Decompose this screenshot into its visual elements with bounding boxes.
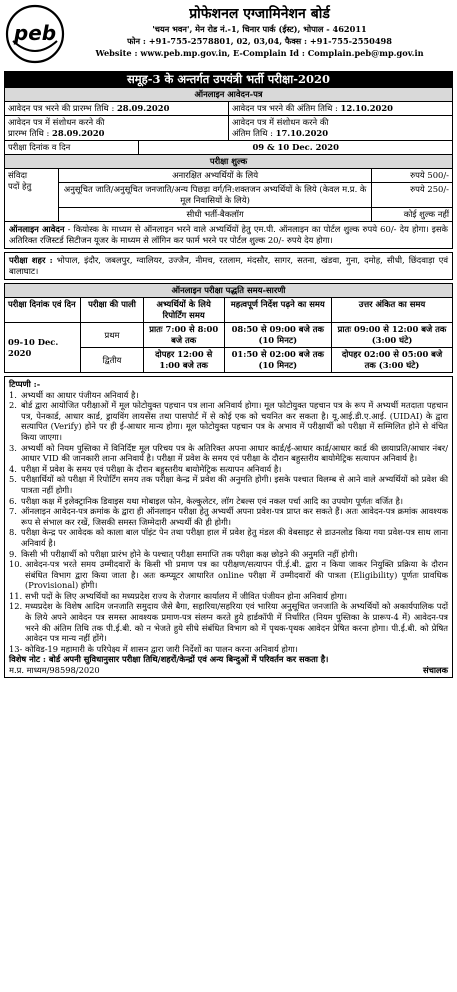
note-item: [9, 644, 448, 655]
note-item: [9, 506, 448, 527]
notes-section: [4, 376, 453, 678]
schedule-date: 09-10 Dec. 2020: [5, 323, 81, 373]
header: [4, 3, 453, 69]
shift-1-instructions: 08:50 से 09:00 बजे तक (10 मिनट): [224, 323, 332, 348]
application-last: आवेदन पत्र भरने की अंतिम तिथि : 12.10.2020: [229, 102, 453, 116]
shift-2-reporting: दोपहर 12:00 से 1:00 बजे तक: [143, 348, 224, 373]
note-number: 7.: [9, 506, 17, 517]
col-exam-date: परीक्षा दिनांक एवं दिन: [5, 298, 81, 323]
note-item: [9, 464, 448, 475]
shift-2: द्वितीय: [81, 348, 144, 373]
org-name: प्रोफेशनल एग्जामिनेशन बोर्ड: [189, 6, 330, 22]
note-number: 9.: [9, 548, 17, 559]
notice-page: [4, 3, 453, 678]
note-text: अभ्यर्थी को नियम पुस्तिका में विनिर्दिष्ट मूल परिचय पत्र के अतिरिक्त अपना आधार कार्ड/ई-आधार कार्ड/आधार कार्ड की छायाप्रति/आधार नंबर/आधार VID की जानकारी लाना अनिवार्य है। परीक्षा में प्रवेश के समय एवं परीक्षा के दौरान बहुस्तरीय बायोमेट्रिक सत्यापन अनिवार्य है।: [21, 442, 448, 464]
note-item: [9, 400, 448, 442]
special-note: विशेष नोट : बोर्ड अपनी सुविधानुसार परीक्षा तिथि/शहरों/केन्द्रों एवं अन्य बिन्दुओं में परिवर्तन कर सकता है।: [9, 654, 329, 665]
col-reporting: अभ्यर्थियों के लिये रिपोर्टिंग समय: [143, 298, 224, 323]
online-portal-note: ऑनलाइन आवेदन - कियोस्क के माध्यम से ऑनलाइन भरने वाले अभ्यर्थियों हेतु एम.पी. ऑनलाइन का पोर्टल शुल्क रुपये 60/- देय होगा। इसके अतिरिक्त रजिस्टर्ड सिटीजन यूजर के माध्यम से लॉगिन कर फार्म भरने पर पोर्टल शुल्क 20/- रुपये देय होगा।: [4, 222, 453, 249]
note-text: कोविड-19 महामारी के परिपेक्ष्य में शासन द्वारा जारी निर्देशों का पालन करना अनिवार्य होगा।: [25, 643, 298, 654]
fee-side-label: संविदा पदों हेतु: [5, 169, 59, 208]
note-text: सभी पदों के लिए अभ्यर्थियों का मध्यप्रदेश राज्य के रोजगार कार्यालय में जीवित पंजीयन होना अनिवार्य होगा।: [25, 590, 347, 601]
fee-amount-reserved: रुपये 250/-: [372, 183, 453, 208]
note-text: परीक्षा कक्ष में इलेक्ट्रानिक डिवाइस यथा मोबाइल फोन, केल्कुलेटर, लॉग टेबल्स एवं नकल पर्चा आदि का उपयोग पूर्णतः वर्जित है।: [21, 495, 404, 506]
note-number: 11.: [9, 590, 23, 601]
note-number: 10.: [9, 559, 23, 570]
footer-signatory: संचालक: [422, 665, 448, 676]
note-number: 6.: [9, 495, 17, 506]
application-start: आवेदन पत्र भरने की प्रारम्भ तिथि : 28.09.2020: [5, 102, 229, 116]
fee-row-reserved: अनुसूचित जाति/अनुसूचित जनजाति/अन्य पिछड़ा वर्ग/नि:शक्तजन अभ्यर्थियों के लिये (केवल म.प्र. के मूल निवासियों के लिये): [58, 183, 372, 208]
note-number: 1.: [9, 389, 17, 400]
exam-date-label: परीक्षा दिनांक व दिन: [5, 141, 139, 155]
note-text: अभ्यर्थी का आधार पंजीयन अनिवार्य है।: [21, 389, 139, 400]
note-text: बोर्ड द्वारा आयोजित परीक्षाओं में मूल फोटोयुक्त पहचान पत्र लाना अनिवार्य होगा। मूल फोटोयुक्त पहचान पत्र के रूप में अभ्यर्थी मतदाता पहचान पत्र, पेनकार्ड, आधार कार्ड, ड्रायविंग लायसेंस तथा पासपोर्ट में से कोई एक को चयनित कर सकता है। यू.आई.डी.ए.आई. (UIDAI) के द्वारा सत्यापित (Verify) होने पर ही ई-आधार मान्य होगा। मूल फोटोयुक्त पहचान पत्र के अभाव में परीक्षार्थी को परीक्षा में सम्मिलित होने से वंचित किया जाएगा।: [21, 400, 448, 442]
note-number: 8.: [9, 527, 17, 538]
org-phone: फोन : +91-755-2578801, 02, 03,04, फैक्स : +91-755-2550498: [127, 36, 392, 46]
note-text: परीक्षा में प्रवेश के समय एवं परीक्षा के दौरान बहुस्तरीय बायोमेट्रिक सत्यापन अनिवार्य है।: [21, 463, 282, 474]
note-text: ऑनलाइन आवेदन-पत्र क्रमांक के द्वारा ही ऑनलाइन परीक्षा हेतु अभ्यर्थी अपना प्रवेश-पत्र प्राप्त कर सकते हैं। अतः आवेदन-पत्र क्रमांक आवश्यक रूप से संभाल कर रखें, जिसकी समस्त जिम्मेदारी अभ्यर्थी की ही होगी।: [21, 506, 448, 527]
logo-text: peb: [13, 21, 57, 45]
note-item: [9, 549, 448, 560]
note-item: [9, 527, 448, 548]
note-text: मध्यप्रदेश के विशेष आदिम जनजाति समुदाय जैसे बैगा, सहारिया/सहरिया एवं भारिया अनुसूचित जनजाति के अभ्यर्थियों को अकार्यपालिक पदों के लिये अपने आवेदन पत्र समस्त आवश्यक प्रमाण-पत्र संलग्न करते हुये हार्डकॉपी में निर्धारित (नियम पुस्तिका के प्रारूप-4 में) आवेदन-पत्र भरने की अंतिम तिथि तक पी.ई.बी. को न भेजते हुये सीधे संबंधित विभाग को में पृथक-पृथक आवेदन प्रेषित करना होगा। पी.ई.बी. को प्रेषित आवेदन पत्र मान्य नहीं होंगे।: [25, 601, 448, 644]
notes-list: [9, 390, 448, 655]
note-item: [9, 559, 448, 591]
note-text: परीक्षा केन्द्र पर आवेदक को काला बाल पॉइंट पेन तथा परीक्षा हाल में प्रवेश हेतु मंडल की वेबसाइट से डाउनलोड किया गया प्रवेश-पत्र साथ लाना अनिवार्य है।: [21, 527, 448, 548]
peb-logo: [4, 3, 66, 65]
schedule-heading: ऑनलाइन परीक्षा पद्धति समय-सारणी: [5, 284, 453, 298]
note-text: परीक्षार्थियों को परीक्षा में रिपोर्टिंग समय तक परीक्षा केन्द्र में प्रवेश की अनुमति होगी। इसके पश्चात विलम्ब से आने वाले अभ्यर्थियों को प्रवेश की पात्रता नहीं होगी।: [21, 474, 448, 495]
fee-amount-unreserved: रुपये 500/-: [372, 169, 453, 183]
peb-logo-icon: [4, 3, 66, 65]
note-number: 12.: [9, 601, 23, 612]
note-number: 13-: [9, 643, 23, 654]
note-text: आवेदन-पत्र भरते समय उम्मीदवारों के किसी भी प्रमाण पत्र का परीक्षण/सत्यापन पी.ई.बी. द्वारा न किया जाकर नियुक्ति प्रक्रिया के दौरान संबंधित विभाग द्वारा किया जाता है। अतः कम्प्यूटर आधारित online परीक्षा में उम्मीदवारों की पात्रता (Eligibility) पूर्णतः प्रावधिक (Provisional) होगी।: [25, 559, 448, 591]
note-number: 3.: [9, 442, 17, 453]
note-number: 4.: [9, 463, 17, 474]
note-item: [9, 443, 448, 464]
fee-amount-backlog: कोई शुल्क नहीं: [372, 208, 453, 222]
col-instructions: महत्वपूर्ण निर्देश पढ़ने का समय: [224, 298, 332, 323]
fee-side-blank: [5, 208, 59, 222]
exam-date-table: [4, 141, 453, 155]
col-shift: परीक्षा की पाली: [81, 298, 144, 323]
footer-ref: म.प्र. माध्यम/98598/2020: [9, 665, 100, 676]
online-application-table: [4, 87, 453, 141]
note-item: [9, 496, 448, 507]
shift-1-reporting: प्रातः 7:00 से 8:00 बजे तक: [143, 323, 224, 348]
shift-1: प्रथम: [81, 323, 144, 348]
exam-cities: परीक्षा शहर : भोपाल, इंदौर, जबलपुर, ग्वालियर, उज्जैन, नीमच, रतलाम, मंदसौर, सागर, सतना, खंडवा, गुना, दमोह, सीधी, छिंदवाड़ा एवं बालाघाट।: [4, 252, 453, 280]
col-answer-time: उत्तर अंकित का समय: [332, 298, 453, 323]
note-number: 2.: [9, 400, 17, 411]
exam-date-value: 09 & 10 Dec. 2020: [139, 141, 453, 155]
shift-2-instructions: 01:50 से 02:00 बजे तक (10 मिनट): [224, 348, 332, 373]
org-website: Website : www.peb.mp.gov.in, E-Complain Id : Complain.peb@mp.gov.in: [95, 48, 424, 58]
notice-title: समूह-3 के अन्तर्गत उपयंत्री भर्ती परीक्षा-2020: [4, 71, 453, 87]
note-text: किसी भी परीक्षार्थी को परीक्षा प्रारंभ होने के पश्चात् परीक्षा समाप्ति तक परीक्षा कक्ष छोड़ने की अनुमति नहीं होगी।: [21, 548, 358, 559]
shift-1-answer: प्रातः 09:00 से 12:00 बजे तक (3:00 घंटे): [332, 323, 453, 348]
fee-table: [4, 155, 453, 222]
header-text: [66, 3, 453, 69]
note-number: 5.: [9, 474, 17, 485]
correction-start: आवेदन पत्र में संशोधन करने की प्रारम्भ तिथि : 28.09.2020: [5, 116, 229, 141]
footer: [9, 665, 448, 676]
notes-heading: टिप्पणी :-: [9, 379, 41, 389]
fee-row-unreserved: अनारक्षित अभ्यर्थियों के लिये: [58, 169, 372, 183]
note-item: [9, 474, 448, 495]
correction-last: आवेदन पत्र में संशोधन करने की अंतिम तिथि : 17.10.2020: [229, 116, 453, 141]
fee-row-backlog: सीधी भर्ती-बैकलॉग: [58, 208, 372, 222]
note-item: [9, 601, 448, 643]
fee-heading: परीक्षा शुल्क: [5, 155, 453, 169]
org-address: 'चयन भवन', मेन रोड नं.-1, चिनार पार्क (ईस्ट), भोपाल - 462011: [152, 24, 367, 34]
note-item: [9, 390, 448, 401]
schedule-table: [4, 283, 453, 373]
shift-2-answer: दोपहर 02:00 से 05:00 बजे तक (3:00 घंटे): [332, 348, 453, 373]
note-item: [9, 591, 448, 602]
online-application-heading: ऑनलाइन आवेदन-पत्र: [5, 88, 453, 102]
